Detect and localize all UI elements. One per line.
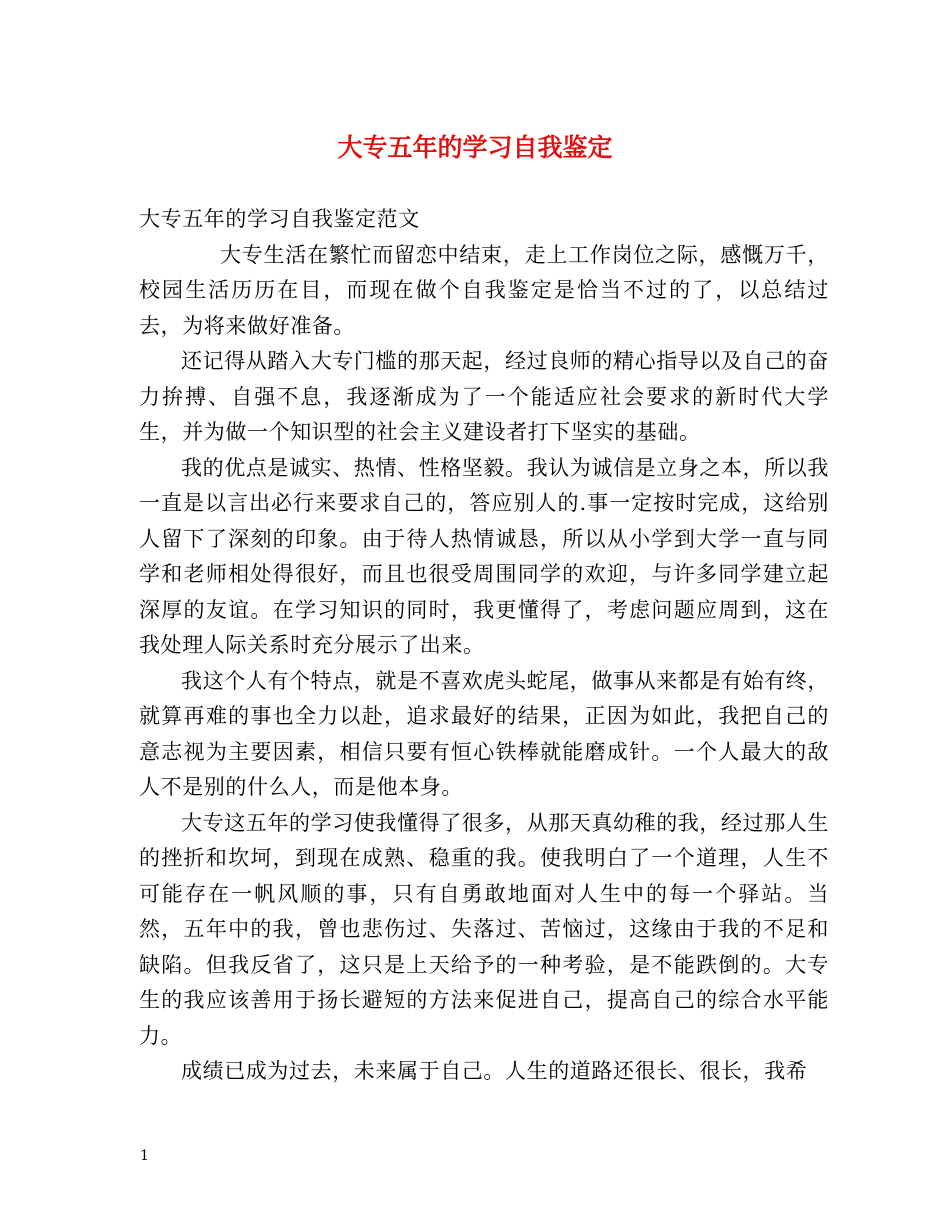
page-title: 大专五年的学习自我鉴定 (337, 133, 613, 162)
page-number: 1 (140, 1148, 149, 1164)
paragraph-2: 还记得从踏入大专门槛的那天起，经过良师的精心指导以及自己的奋力拚搏、自强不息，我逐渐成为了一个能适应社会要求的新时代大学生，并为做一个知识型的社会主义建设者打下坚实的基础。 (139, 349, 829, 444)
document-subtitle: 大专五年的学习自我鉴定范文 (139, 207, 420, 231)
document-body (139, 202, 829, 1090)
paragraph-3: 我的优点是诚实、热情、性格坚毅。我认为诚信是立身之本，所以我一直是以言出必行来要求自己的，答应别人的.事一定按时完成，这给别人留下了深刻的印象。由于待人热情诚恳，所以从小学到大学一直与同学和老师相处得很好，而且也很受周围同学的欢迎，与许多同学建立起深厚的友谊。在学习知识的同时，我更懂得了，考虑问题应周到，这在我处理人际关系时充分展示了出来。 (139, 455, 829, 657)
paragraph-5: 大专这五年的学习使我懂得了很多，从那天真幼稚的我，经过那人生的挫折和坎坷，到现在成熟、稳重的我。使我明白了一个道理，人生不可能存在一帆风顺的事，只有自勇敢地面对人生中的每一个驿站。当然，五年中的我，曾也悲伤过、失落过、苦恼过，这缘由于我的不足和缺陷。但我反省了，这只是上天给予的一种考验，是不能跌倒的。大专生的我应该善用于扬长避短的方法来促进自己，提高自己的综合水平能力。 (139, 810, 829, 1048)
paragraph-1: 大专生活在繁忙而留恋中结束，走上工作岗位之际，感慨万千，校园生活历历在目，而现在做个自我鉴定是恰当不过的了，以总结过去，为将来做好准备。 (139, 242, 829, 338)
paragraph-4: 我这个人有个特点，就是不喜欢虎头蛇尾，做事从来都是有始有终，就算再难的事也全力以赴，追求最好的结果，正因为如此，我把自己的意志视为主要因素，相信只要有恒心铁棒就能磨成针。一个人最大的敌人不是别的什么人，而是他本身。 (139, 668, 829, 799)
paragraph-6: 成绩已成为过去，未来属于自己。人生的道路还很长、很长，我希 (181, 1059, 808, 1083)
